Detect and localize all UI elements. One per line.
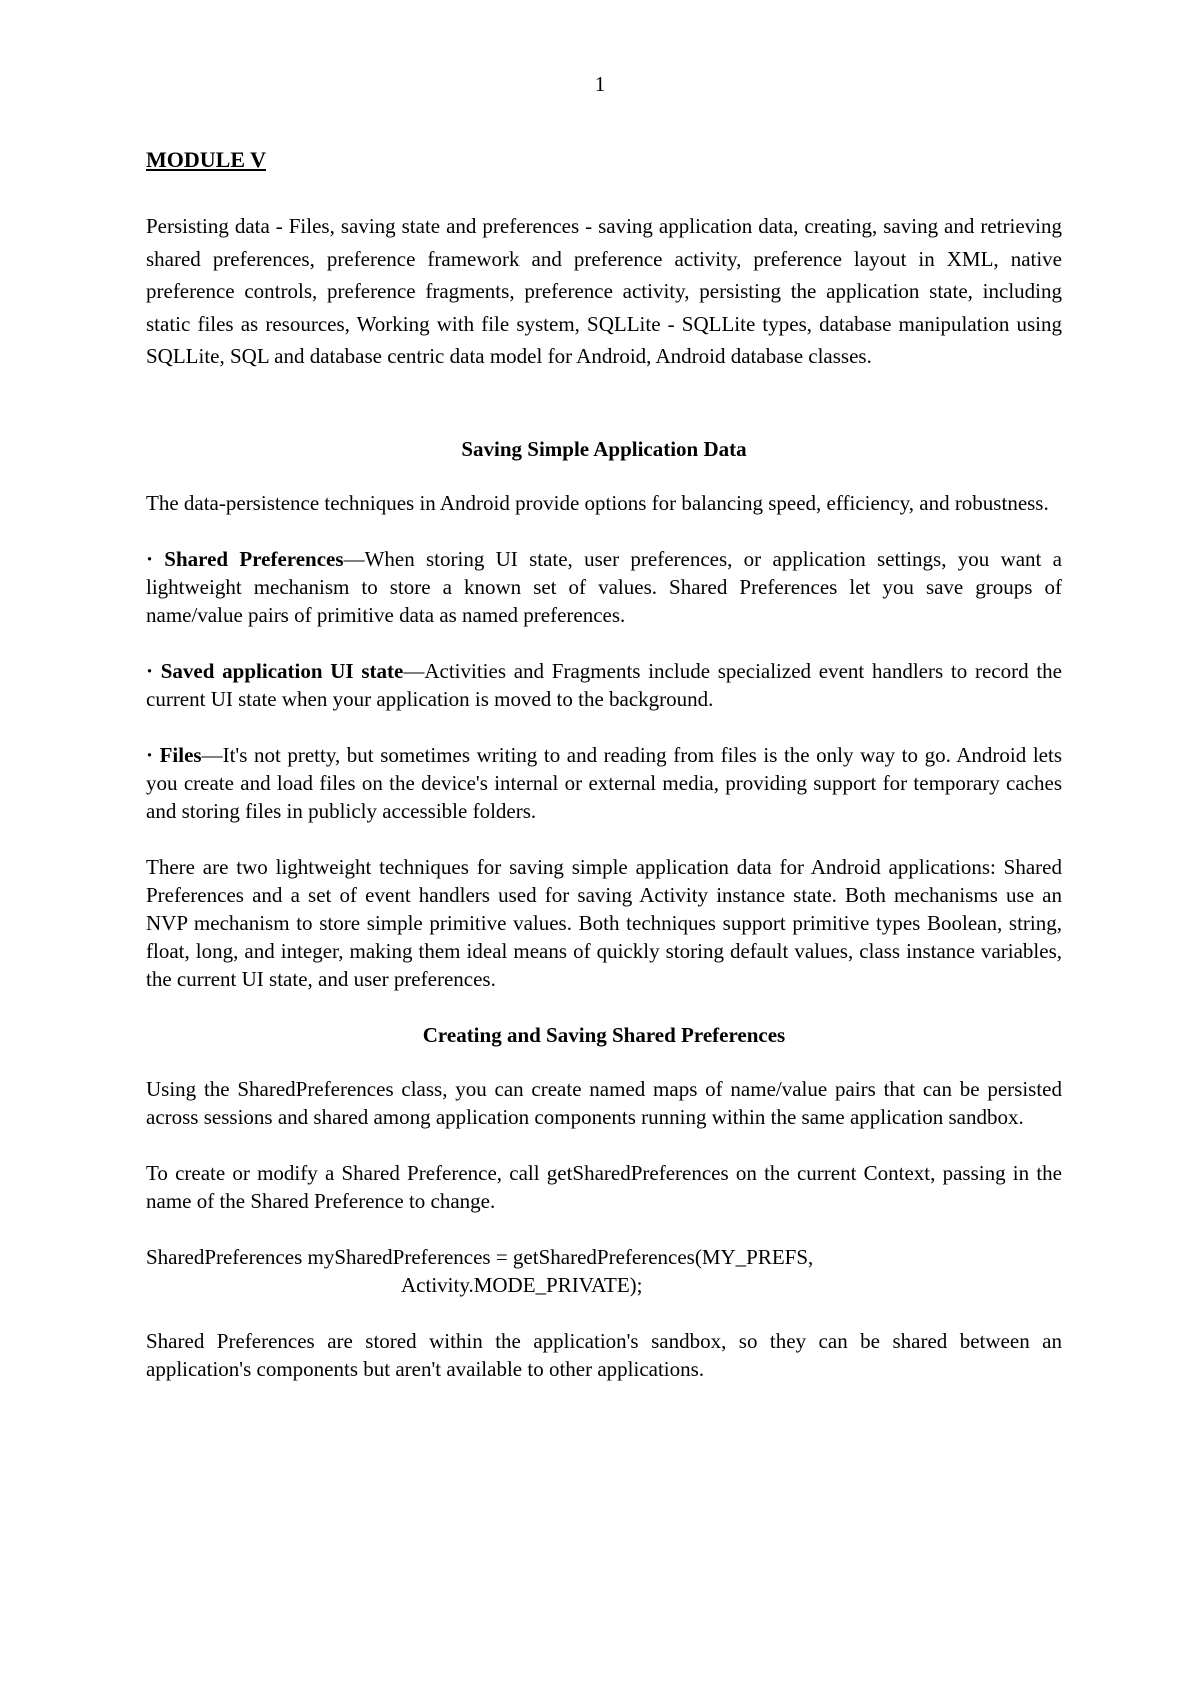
section-heading-shared-preferences: Creating and Saving Shared Preferences [422, 1022, 786, 1047]
bullet-term-files: · Files [146, 742, 202, 767]
code-line-1: SharedPreferences mySharedPreferences = getSharedPreferences(MY_PREFS, [146, 1244, 814, 1269]
paragraph-get-shared-preferences: To create or modify a Shared Preference, call getSharedPreferences on the current Context, passing in the name of the Shared Preference to change. [146, 1160, 1062, 1213]
bullet-text-shared-preferences: —When storing UI state, user preferences, or application settings, you want a lightweight mechanism to store a known set of values. Shared Preferences let you save groups of name/value pairs of primitive data as named preferences. [146, 546, 1063, 627]
bullet-term-saved-ui-state: · Saved application UI state [146, 658, 404, 683]
section-heading-saving-simple-data: Saving Simple Application Data [461, 436, 747, 461]
paragraph-persistence-intro: The data-persistence techniques in Android provide options for balancing speed, efficiency, and robustness. [146, 490, 1049, 515]
code-snippet [146, 1243, 1062, 1299]
bullet-text-saved-ui-state: —Activities and Fragments include specialized event handlers to record the current UI state when your application is moved to the background. [146, 658, 1062, 711]
paragraph-sandbox: Shared Preferences are stored within the application's sandbox, so they can be shared between an application's components but aren't available to other applications. [146, 1328, 1062, 1381]
page-content [146, 146, 1062, 1411]
module-syllabus-paragraph: Persisting data - Files, saving state and preferences - saving application data, creating, saving and retrieving shared preferences, preference framework and preference activity, preference layout in XML, native preference controls, preference fragments, preference activity, persisting the application state, including static files as resources, Working with file system, SQLLite - SQLLite types, database manipulation using SQLLite, SQL and database centric data model for Android, Android database classes. [146, 214, 1062, 368]
page-number: 1 [594, 72, 606, 96]
paragraph-sharedpreferences-class: Using the SharedPreferences class, you can create named maps of name/value pairs that can be persisted across sessions and shared among application components running within the same application sandbox. [146, 1076, 1062, 1129]
bullet-term-shared-preferences: · Shared Preferences [146, 546, 344, 571]
paragraph-lightweight-techniques: There are two lightweight techniques for saving simple application data for Android applications: Shared Preferences and a set of event handlers used for saving Activity instance state. Both mechanisms use an NVP mechanism to store simple primitive values. Both techniques support primitive types Boolean, string, float, long, and integer, making them ideal means of quickly storing default values, class instance variables, the current UI state, and user preferences. [146, 854, 1062, 991]
bullet-shared-preferences [146, 545, 1062, 629]
module-title: MODULE V [146, 147, 266, 172]
code-line-2: Activity.MODE_PRIVATE); [401, 1272, 643, 1297]
bullet-saved-ui-state [146, 657, 1062, 713]
bullet-text-files: —It's not pretty, but sometimes writing to and reading from files is the only way to go. Android lets you create and load files on the device's internal or external media, providing support for temporary caches and storing files in publicly accessible folders. [146, 742, 1062, 823]
bullet-files [146, 741, 1062, 825]
